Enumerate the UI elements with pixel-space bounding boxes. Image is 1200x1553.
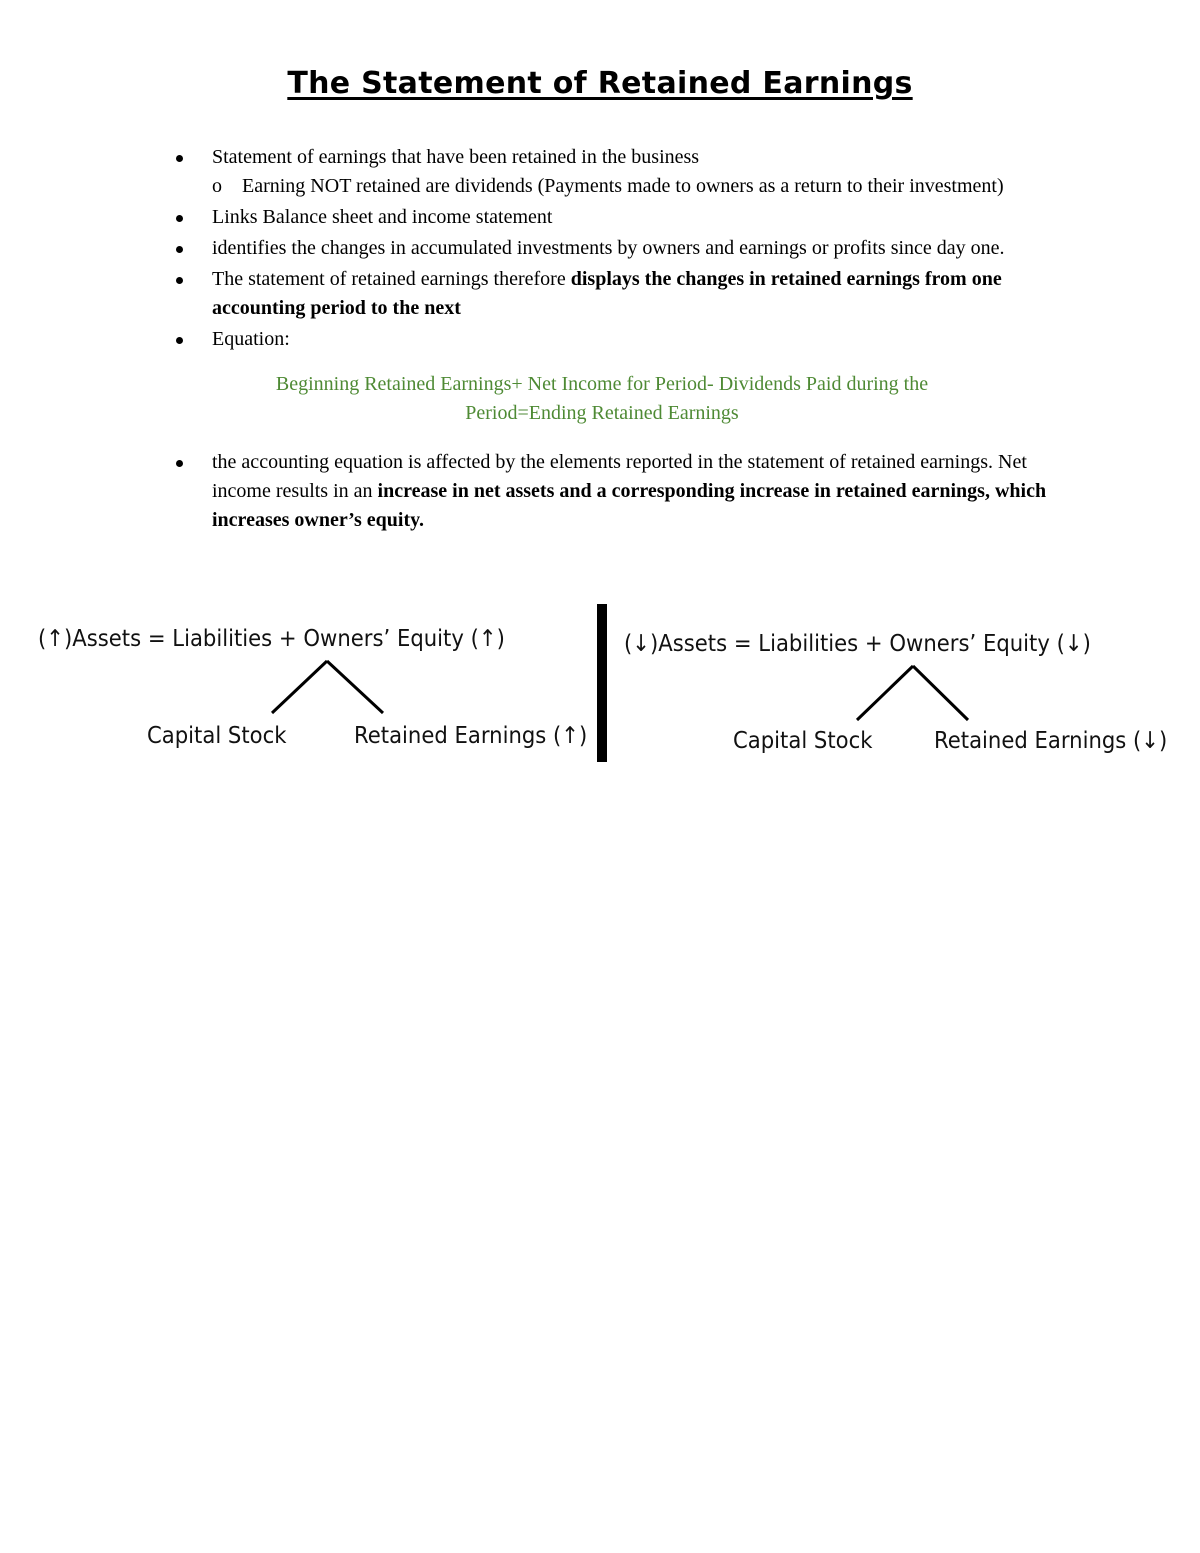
bullet-text: identifies the changes in accumulated investments by owners and earnings or profits since day one. (212, 237, 1005, 259)
left-capital-stock-label: Capital Stock (147, 723, 287, 749)
page-title: The Statement of Retained Earnings (287, 66, 913, 101)
bullet-bold-text: displays the changes in retained earnings from one accounting period to the next (212, 268, 1002, 319)
hollow-bullet-icon: o (212, 175, 222, 197)
right-capital-stock-label: Capital Stock (733, 728, 873, 754)
left-branch-line-capital (272, 661, 327, 713)
sub-bullet-text: Earning NOT retained are dividends (Payments made to owners as a return to their investment) (242, 175, 1004, 197)
left-branch-line-retained (327, 661, 383, 713)
left-retained-earnings-label: Retained Earnings (↑) (354, 723, 588, 749)
right-accounting-equation: (↓)Assets = Liabilities + Owners’ Equity (↓) (624, 631, 1091, 657)
bullet-bold-text: increase in net assets and a corresponding increase in retained earnings, which increases owner’s equity. (212, 480, 1047, 531)
bullet-text: Equation: (212, 328, 290, 350)
equation-line-2: Period=Ending Retained Earnings (465, 402, 739, 424)
bullet-text: the accounting equation is affected by the elements reported in the statement of retained earnings. Net income results in an (212, 451, 1027, 502)
bullet-text: The statement of retained earnings therefore (212, 268, 571, 290)
diagram-divider (597, 604, 607, 762)
equation-line-1: Beginning Retained Earnings+ Net Income for Period- Dividends Paid during the (275, 373, 929, 395)
left-accounting-equation: (↑)Assets = Liabilities + Owners’ Equity (↑) (38, 626, 505, 652)
bullet-text: Statement of earnings that have been retained in the business (212, 146, 700, 168)
bullet-text: Links Balance sheet and income statement (212, 206, 553, 228)
right-branch-line-capital (857, 666, 913, 720)
right-retained-earnings-label: Retained Earnings (↓) (934, 728, 1168, 754)
right-branch-line-retained (913, 666, 968, 720)
